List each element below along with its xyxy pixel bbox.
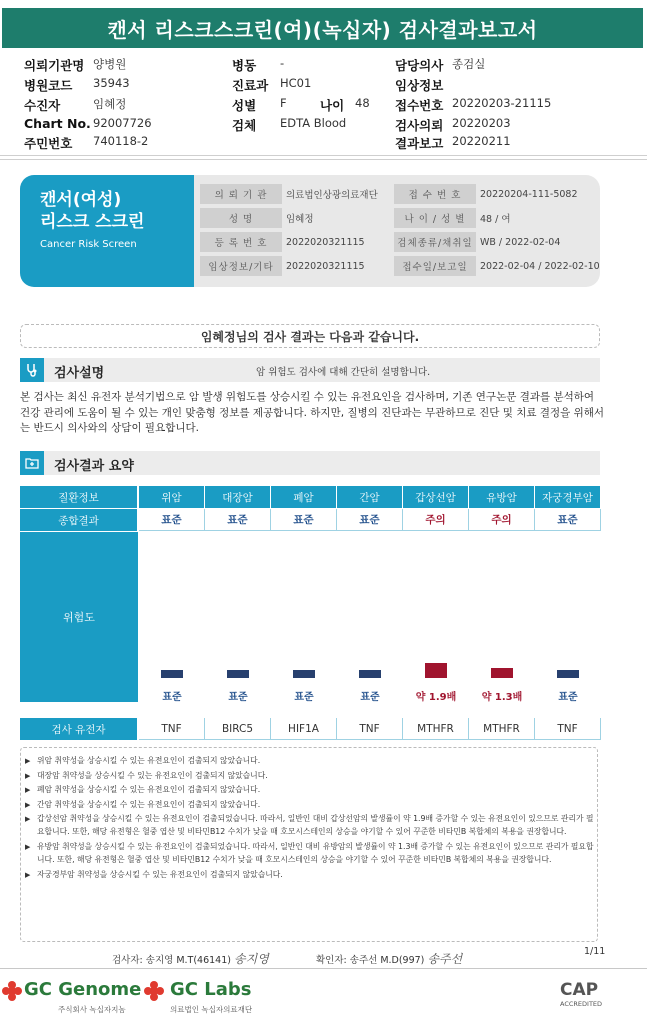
stethoscope-icon [20, 358, 44, 382]
card-label: 의 뢰 기 관 [200, 184, 282, 204]
disease-name: 자궁경부암 [535, 486, 601, 508]
patient-info [0, 52, 647, 152]
risk-bar [161, 670, 183, 678]
hospital-code-value: 35943 [93, 76, 130, 90]
age-label: 나이 [320, 98, 345, 113]
gene-label: 검사 유전자 [20, 718, 138, 740]
card-title-panel [20, 175, 194, 287]
confirmer-sign: 송주선 [427, 952, 463, 966]
risk-bar [227, 670, 249, 678]
arrow-bullet-icon: ▶ [25, 815, 31, 823]
card-info-table [194, 175, 600, 287]
clinical-label: 임상정보 [395, 78, 444, 93]
logo1-sub: 주식회사 녹십자지놈 [58, 1005, 126, 1014]
card-value: 2022020321115 [286, 236, 365, 248]
card-label: 접수일/보고일 [394, 256, 476, 276]
card-value: 임혜정 [286, 214, 314, 225]
logo1-name: GC Genome [24, 979, 142, 1000]
institution-label: 의뢰기관명 [24, 58, 85, 73]
specimen-value: EDTA Blood [280, 116, 347, 130]
doctor-label: 담당의사 [395, 58, 444, 73]
examiner-value: 송지영 M.T(46141) [145, 955, 231, 966]
institution-value: 양병원 [93, 57, 127, 71]
report-label: 결과보고 [395, 136, 444, 151]
receipt-no-label: 접수번호 [395, 98, 444, 113]
rrn-label: 주민번호 [24, 136, 73, 151]
note-item [25, 799, 595, 812]
arrow-bullet-icon: ▶ [25, 757, 31, 765]
request-value: 20220203 [452, 116, 511, 130]
overall-result: 표준 [139, 509, 205, 531]
section-summary-header [20, 451, 600, 475]
confirmer-label: 확인자: [316, 955, 347, 966]
note-text: 자궁경부암 취약성을 상승시킬 수 있는 유전요인이 검출되지 않았습니다. [37, 870, 283, 879]
examinee-value: 임혜정 [93, 97, 127, 111]
disease-name: 대장암 [205, 486, 271, 508]
section-description-subtitle: 암 위험도 검사에 대해 간단히 설명합니다. [256, 367, 431, 378]
doctor-value: 종검실 [452, 57, 486, 71]
test-description: 본 검사는 최신 유전자 분석기법으로 암 발생 위험도를 상승시킬 수 있는 유전요인을 검사하며, 기존 연구논문 결과를 분석하여 건강 관리에 도움이 될 수 있는 개인 맞춤형 정보를 제공합니다. 하지만, 질병의 진단과는 무관하므로 진단 및 치료 결정을 위해서는 반드시 의사와의 상담이 필요합니다. [20, 391, 605, 434]
logo2-name: GC Labs [170, 979, 252, 1000]
risk-value-label: 약 1.3배 [481, 692, 523, 703]
risk-value-label: 표준 [294, 692, 314, 703]
footer-divider [0, 968, 647, 969]
age-value: 48 [355, 96, 370, 110]
result-intro: 임혜정님의 검사 결과는 다음과 같습니다. [20, 324, 600, 348]
sex-value: F [280, 96, 287, 110]
risk-bar [557, 670, 579, 678]
card-value: 48 / 여 [480, 214, 511, 225]
risk-value-label: 표준 [162, 692, 182, 703]
note-text: 간암 취약성을 상승시킬 수 있는 유전요인이 검출되지 않았습니다. [37, 799, 261, 809]
card-label: 등 록 번 호 [200, 232, 282, 252]
card-label: 검체종류/채취일 [394, 232, 476, 252]
overall-result-row [20, 509, 600, 531]
risk-bar [425, 663, 447, 678]
logo2-sub: 의료법인 녹십자의료재단 [170, 1005, 253, 1014]
examiner-signature [112, 950, 269, 967]
disease-header-row [20, 486, 600, 508]
hospital-code-label: 병원코드 [24, 78, 73, 93]
note-item [25, 841, 595, 866]
arrow-bullet-icon: ▶ [25, 800, 31, 809]
disease-name: 유방암 [469, 486, 535, 508]
cap-accredited-logo [560, 980, 602, 1008]
disease-label: 질환정보 [20, 486, 138, 508]
section-description-title: 검사설명 [54, 366, 105, 381]
risk-value-label: 표준 [228, 692, 248, 703]
examiner-label: 검사자: [112, 955, 143, 966]
overall-label: 종합결과 [20, 509, 138, 531]
test-card [20, 175, 600, 287]
gene-row [20, 718, 600, 740]
dept-value: HC01 [280, 76, 312, 90]
card-value: WB / 2022-02-04 [480, 236, 561, 248]
risk-value-label: 표준 [558, 692, 578, 703]
gene-name: MTHFR [469, 718, 535, 740]
specimen-label: 검체 [232, 118, 257, 133]
gene-name: MTHFR [403, 718, 469, 740]
risk-bar [359, 670, 381, 678]
gene-name: TNF [535, 718, 601, 740]
note-text: 유방암 취약성을 상승시킬 수 있는 유전요인이 검출되었습니다. 따라서, 일반인 대비 유방암의 발생률이 약 1.3배 증가할 수 있는 유전요인이 있으므로 관리가 필요합니다. 또한, 해당 유전형은 혈중 엽산 및 비타민B12 수치가 낮을 때 호모시스테인의 상승을 야기할 수 있어 꾸준한 비타민B 복합체의 복용을 권장합니다. [37, 842, 594, 864]
overall-result: 표준 [205, 509, 271, 531]
overall-result: 주의 [469, 509, 535, 531]
receipt-no-value: 20220203-21115 [452, 96, 552, 110]
card-subtitle: Cancer Risk Screen [40, 239, 137, 250]
divider [0, 155, 647, 156]
result-notes [20, 747, 598, 942]
note-item [25, 813, 595, 838]
gc-cross-icon [144, 981, 164, 1001]
divider [0, 159, 647, 160]
note-item [25, 755, 595, 768]
overall-result: 주의 [403, 509, 469, 531]
note-text: 폐암 취약성을 상승시킬 수 있는 유전요인이 검출되지 않았습니다. [37, 785, 261, 794]
card-label: 성 명 [200, 208, 282, 228]
chart-label: Chart No. [24, 116, 91, 131]
note-item [25, 869, 595, 882]
cap-name: CAP [560, 980, 599, 1000]
arrow-bullet-icon: ▶ [25, 843, 31, 851]
note-text: 대장암 취약성을 상승시킬 수 있는 유전요인이 검출되지 않았습니다. [37, 770, 268, 780]
examiner-sign: 송지영 [234, 952, 269, 966]
arrow-bullet-icon: ▶ [25, 771, 31, 780]
card-label: 임상정보/기타 [200, 256, 282, 276]
gene-name: TNF [139, 718, 205, 740]
note-text: 갑상선암 취약성을 상승시킬 수 있는 유전요인이 검출되었습니다. 따라서, 일반인 대비 갑상선암의 발생률이 약 1.9배 증가할 수 있는 유전요인이 있으므로 관리가 필요합니다. 또한, 해당 유전형은 혈중 엽산 및 비타민B12 수치가 낮을 때 호모시스테인의 상승을 야기할 수 있어 꾸준한 비타민B 복합체의 복용을 권장합니다. [37, 814, 594, 836]
cap-sub: ACCREDITED [560, 1000, 603, 1008]
arrow-bullet-icon: ▶ [25, 786, 31, 794]
confirmer-value: 송주선 M.D(997) [349, 955, 425, 966]
gene-name: HIF1A [271, 718, 337, 740]
card-value: 20220204-111-5082 [480, 188, 578, 200]
disease-name: 갑상선암 [403, 486, 469, 508]
disease-name: 간암 [337, 486, 403, 508]
note-item [25, 770, 595, 783]
disease-name: 폐암 [271, 486, 337, 508]
dept-label: 진료과 [232, 78, 269, 93]
card-value: 2022020321115 [286, 260, 365, 272]
folder-icon [20, 451, 44, 475]
section-summary-title: 검사결과 요약 [54, 459, 134, 474]
risk-chart [20, 532, 600, 702]
risk-bar [491, 668, 513, 678]
examinee-label: 수진자 [24, 98, 61, 113]
gene-name: TNF [337, 718, 403, 740]
page-number: 1/11 [584, 946, 606, 957]
report-title: 캔서 리스크스크린(여)(녹십자) 검사결과보고서 [2, 8, 643, 48]
gene-name: BIRC5 [205, 718, 271, 740]
card-label: 나 이 / 성 별 [394, 208, 476, 228]
card-value: 2022-02-04 / 2022-02-10 [480, 260, 600, 272]
confirmer-signature [316, 950, 462, 967]
card-label: 접 수 번 호 [394, 184, 476, 204]
risk-bar [293, 670, 315, 678]
overall-result: 표준 [337, 509, 403, 531]
chart-value: 92007726 [93, 116, 152, 130]
risk-value-label: 약 1.9배 [415, 692, 457, 703]
note-text: 위암 취약성을 상승시킬 수 있는 유전요인이 검출되지 않았습니다. [37, 756, 261, 765]
rrn-value: 740118-2 [93, 134, 149, 148]
section-description-header [20, 358, 600, 382]
overall-result: 표준 [535, 509, 601, 531]
ward-label: 병동 [232, 58, 257, 73]
request-label: 검사의뢰 [395, 118, 444, 133]
ward-value: - [280, 56, 285, 70]
risk-value-label: 표준 [360, 692, 380, 703]
card-title-line1: 캔서(여성) [40, 190, 122, 210]
disease-name: 위암 [139, 486, 205, 508]
report-value: 20220211 [452, 134, 511, 148]
overall-result: 표준 [271, 509, 337, 531]
sex-label: 성별 [232, 98, 257, 113]
card-title-line2: 리스크 스크린 [40, 212, 145, 232]
note-item [25, 784, 595, 797]
risk-label: 위험도 [20, 532, 138, 702]
gc-cross-icon [2, 981, 22, 1001]
arrow-bullet-icon: ▶ [25, 871, 31, 879]
card-value: 의료법인상광의료재단 [286, 190, 378, 201]
